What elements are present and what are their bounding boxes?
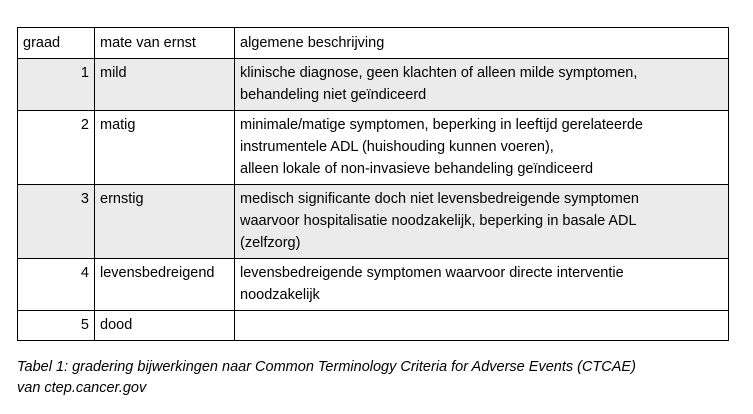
description-line: instrumentele ADL (huishouding kunnen voeren),: [240, 139, 554, 155]
ctcae-grading-table-container: [17, 27, 728, 341]
caption-line: van ctep.cancer.gov: [17, 380, 147, 396]
description-cell: [235, 59, 729, 111]
description-line: (zelfzorg): [240, 235, 301, 251]
caption-line: Tabel 1: gradering bijwerkingen naar Common Terminology Criteria for Adverse Events (CTCAE): [17, 359, 636, 375]
description-line: levensbedreigende symptomen waarvoor directe interventie: [240, 265, 624, 281]
description-cell: [235, 259, 729, 311]
description-cell: [235, 111, 729, 185]
grade-cell: 5: [18, 311, 95, 341]
table-row: [18, 259, 729, 311]
grade-cell: 4: [18, 259, 95, 311]
severity-cell: levensbedreigend: [95, 259, 235, 311]
grade-cell: 3: [18, 185, 95, 259]
header-description: algemene beschrijving: [235, 28, 729, 59]
grade-cell: 2: [18, 111, 95, 185]
severity-cell: ernstig: [95, 185, 235, 259]
table-caption: [17, 357, 737, 399]
description-cell: [235, 311, 729, 341]
table-header-row: [18, 28, 729, 59]
description-line: noodzakelijk: [240, 287, 320, 303]
description-line: waarvoor hospitalisatie noodzakelijk, beperking in basale ADL: [240, 213, 637, 229]
severity-cell: mild: [95, 59, 235, 111]
severity-cell: dood: [95, 311, 235, 341]
table-row: [18, 311, 729, 341]
description-line: klinische diagnose, geen klachten of alleen milde symptomen,: [240, 65, 638, 81]
description-line: minimale/matige symptomen, beperking in leeftijd gerelateerde: [240, 117, 643, 133]
description-cell: [235, 185, 729, 259]
description-line: alleen lokale of non-invasieve behandeling geïndiceerd: [240, 161, 594, 177]
table-row: [18, 185, 729, 259]
table-row: [18, 59, 729, 111]
description-line: medisch significante doch niet levensbedreigende symptomen: [240, 191, 639, 207]
header-severity: mate van ernst: [95, 28, 235, 59]
table-row: [18, 111, 729, 185]
ctcae-grading-table: [17, 27, 729, 341]
severity-cell: matig: [95, 111, 235, 185]
description-line: behandeling niet geïndiceerd: [240, 87, 427, 103]
header-grade: graad: [18, 28, 95, 59]
grade-cell: 1: [18, 59, 95, 111]
